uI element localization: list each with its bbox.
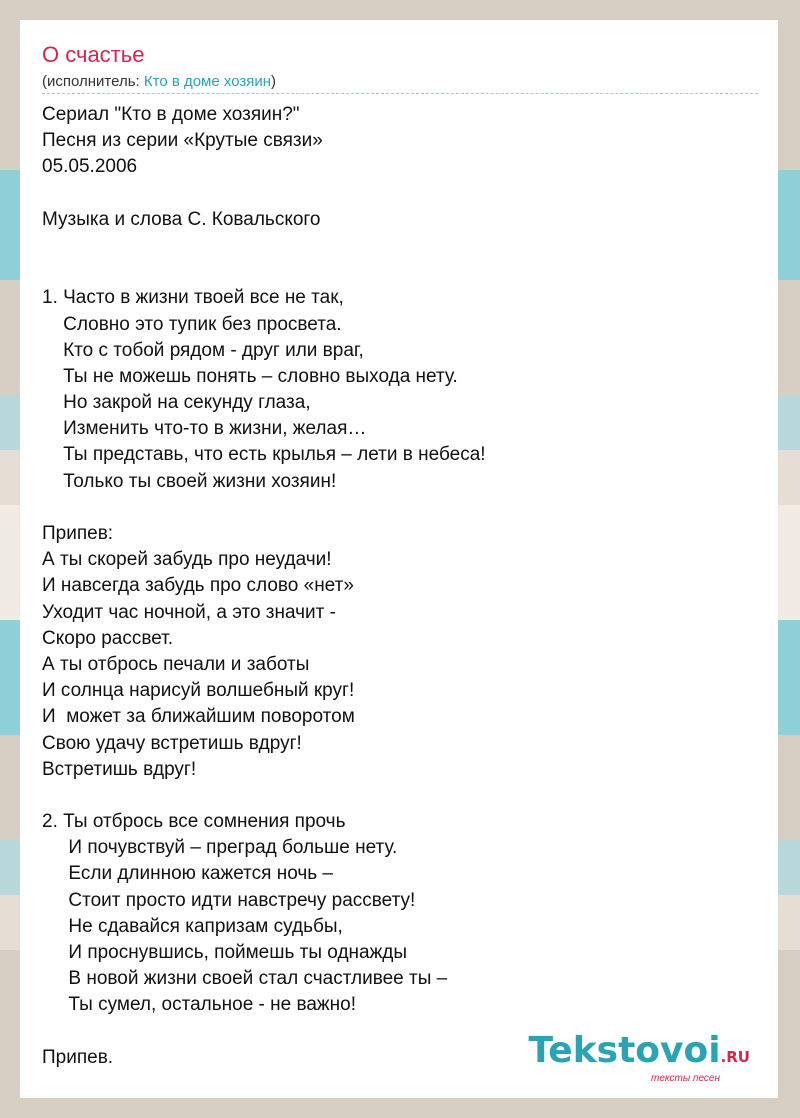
lyrics-sheet [20, 20, 778, 1098]
logo-tagline: тексты песен [651, 1073, 720, 1084]
lyric-line [42, 259, 758, 285]
lyric-line: 2. Ты отбрось все сомнения прочь [42, 811, 346, 833]
site-logo[interactable] [528, 1030, 750, 1084]
song-title: О счастье [42, 42, 145, 67]
lyrics-text [42, 102, 758, 1071]
performer-prefix: (исполнитель: [42, 73, 144, 90]
lyric-line: Уходит час ночной, а это значит - [42, 601, 336, 623]
logo-domain: .RU [720, 1048, 750, 1066]
lyric-line: И навсегда забудь про слово «нет» [42, 575, 354, 597]
lyric-line: И проснувшись, поймешь ты однажды [42, 942, 408, 963]
lyric-line [42, 233, 758, 259]
lyric-line: Но закрой на секунду глаза, [42, 392, 311, 414]
lyric-line: А ты скорей забудь про неудачи! [42, 549, 332, 571]
header-divider [42, 93, 758, 94]
lyric-line: Изменить что-то в жизни, желая… [42, 418, 367, 440]
lyric-line: Свою удачу встретишь вдруг! [42, 732, 302, 754]
lyric-line: 1. Часто в жизни твоей все не так, [42, 287, 344, 309]
logo-wordmark [528, 1030, 750, 1075]
lyric-line: И может за ближайшим поворотом [42, 706, 355, 728]
lyric-line: Встретишь вдруг! [42, 758, 197, 780]
lyric-line: 05.05.2006 [42, 156, 138, 178]
lyric-line [42, 495, 758, 521]
lyric-line: Если длинною кажется ночь – [42, 863, 333, 885]
lyric-line: Песня из серии «Крутые связи» [42, 130, 323, 152]
lyric-line: Стоит просто идти навстречу рассвету! [42, 889, 416, 911]
lyric-line: Сериал "Кто в доме хозяин?" [42, 104, 300, 125]
lyric-line: Словно это тупик без просвета. [42, 313, 342, 335]
performer-link[interactable]: Кто в доме хозяин [143, 73, 272, 90]
lyric-line: А ты отбрось печали и заботы [42, 653, 310, 675]
lyric-line: Припев. [42, 1046, 114, 1068]
lyric-line: И почувствуй – преград больше нету. [42, 837, 398, 859]
lyric-line: Ты сумел, остальное - не важно! [42, 994, 356, 1016]
performer-line [42, 73, 276, 90]
lyric-line: Ты представь, что есть крылья – лети в небеса! [42, 444, 486, 466]
lyric-line [42, 181, 758, 207]
lyric-line: Кто с тобой рядом - друг или враг, [42, 339, 364, 361]
lyric-line: Ты не можешь понять – словно выхода нету. [42, 365, 458, 387]
lyric-line: Скоро рассвет. [42, 627, 174, 649]
lyric-line: Только ты своей жизни хозяин! [42, 470, 337, 492]
lyric-line: И солнца нарисуй волшебный круг! [42, 680, 355, 702]
logo-name: Tekstovoi [528, 1030, 721, 1071]
performer-suffix: ) [271, 73, 277, 90]
lyric-line: В новой жизни своей стал счастливее ты – [42, 968, 448, 990]
lyric-line [42, 783, 758, 809]
lyric-line: Не сдавайся капризам судьбы, [42, 915, 343, 937]
lyric-line: Припев: [42, 523, 114, 544]
lyric-line: Музыка и слова С. Ковальского [42, 208, 321, 230]
